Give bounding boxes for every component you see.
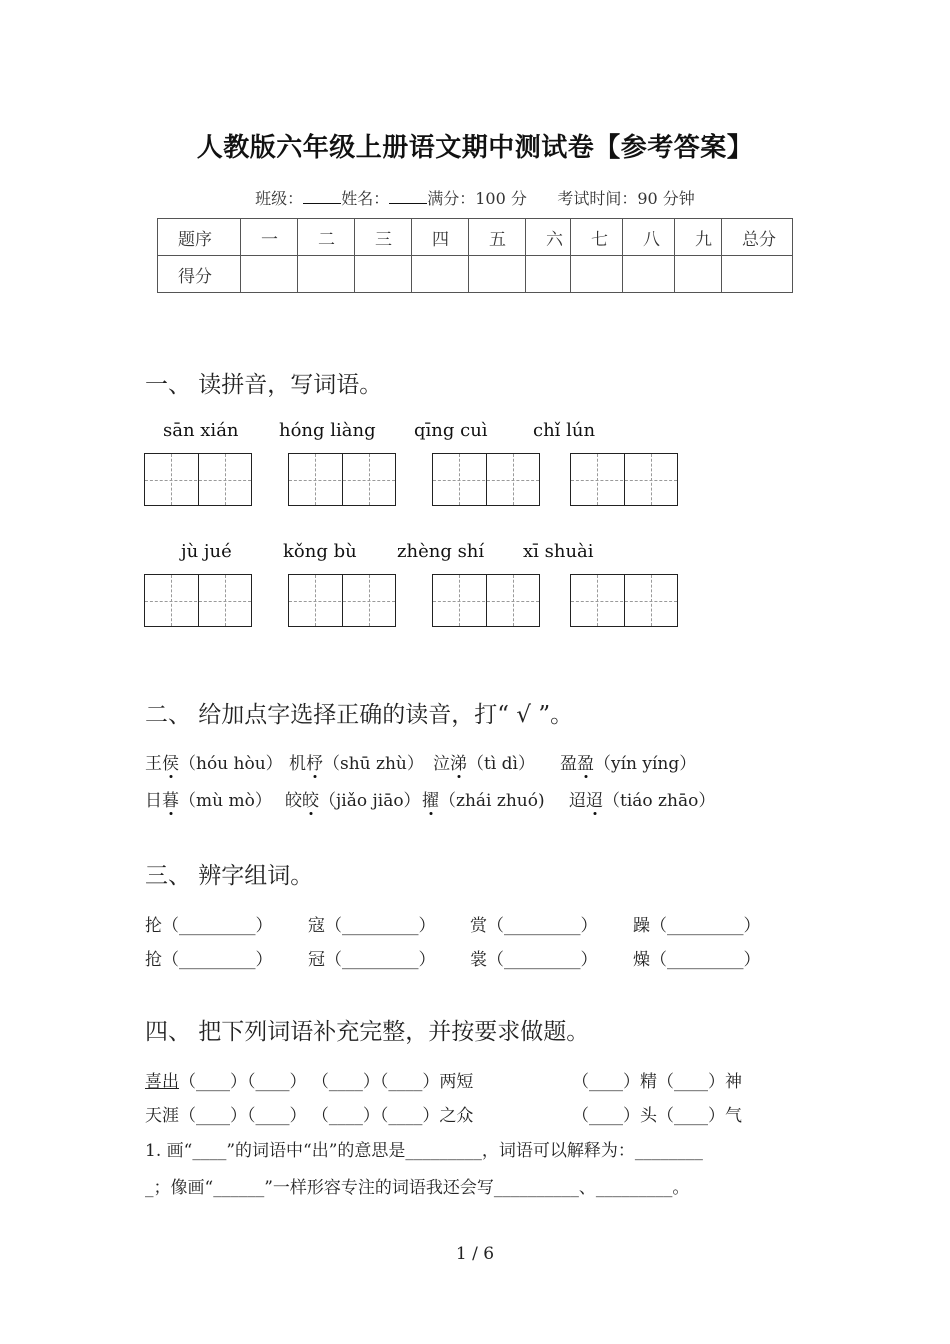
word-group-item[interactable]: 燥（_________） <box>633 950 761 970</box>
underlined-word: 喜出 <box>145 1072 179 1092</box>
idiom-row[interactable]: （____）头（____）气 <box>572 1106 742 1126</box>
score-cell[interactable] <box>623 256 675 293</box>
pinyin-label: qīng cuì <box>414 420 488 441</box>
section-2-heading: 二、 给加点字选择正确的读音，打“ √ ”。 <box>145 702 574 728</box>
word-group-item[interactable]: 抢（_________） <box>145 950 273 970</box>
name-blank[interactable] <box>389 189 427 204</box>
table-cell: 题序 <box>158 219 241 256</box>
word-group-item[interactable]: 躁（_________） <box>633 916 761 936</box>
idiom-row[interactable]: 天涯（____）（____） （____）（____）之众 <box>145 1106 474 1126</box>
class-label: 班级： <box>255 189 304 208</box>
pinyin-label: chǐ lún <box>533 420 596 441</box>
table-cell: 一 <box>241 219 298 256</box>
score-cell[interactable] <box>298 256 355 293</box>
table-cell: 六 <box>526 219 571 256</box>
score-cell[interactable] <box>412 256 469 293</box>
pronunciation-item: 日暮（mù mò） <box>145 786 272 811</box>
section-1-heading: 一、 读拼音，写词语。 <box>145 372 383 398</box>
full-score: 满分：100 分 <box>427 189 527 208</box>
table-cell: 总分 <box>722 219 793 256</box>
page-title: 人教版六年级上册语文期中测试卷【参考答案】 <box>196 133 754 163</box>
word-group-item[interactable]: 寇（_________） <box>308 916 436 936</box>
table-cell: 五 <box>469 219 526 256</box>
table-cell: 三 <box>355 219 412 256</box>
section-4-heading: 四、 把下列词语补充完整，并按要求做题。 <box>145 1019 590 1045</box>
class-blank[interactable] <box>303 189 341 204</box>
writing-grid[interactable] <box>570 574 678 627</box>
writing-grid[interactable] <box>432 574 540 627</box>
word-group-item[interactable]: 赏（_________） <box>470 916 598 936</box>
score-table <box>157 218 793 293</box>
score-cell[interactable] <box>241 256 298 293</box>
pronunciation-item: 迢迢（tiáo zhāo） <box>569 786 715 811</box>
writing-grid[interactable] <box>144 574 252 627</box>
table-cell: 得分 <box>158 256 241 293</box>
pinyin-label: zhèng shí <box>397 541 485 562</box>
word-group-item[interactable]: 抡（_________） <box>145 916 273 936</box>
idiom-row[interactable]: （____）精（____）神 <box>572 1072 742 1092</box>
score-table-header-row <box>158 219 793 256</box>
pronunciation-item: 盈盈（yín yíng） <box>560 749 696 774</box>
writing-grid[interactable] <box>570 453 678 506</box>
pronunciation-item: 皎皎（jiǎo jiāo） <box>285 786 421 811</box>
name-label: 姓名： <box>341 189 390 208</box>
score-cell[interactable] <box>571 256 623 293</box>
question-line[interactable]: 1. 画“____”的词语中“出”的意思是_________，词语可以解释为：________ <box>145 1141 703 1161</box>
table-cell: 七 <box>571 219 623 256</box>
page-number: 1 / 6 <box>455 1244 495 1264</box>
word-group-item[interactable]: 冠（_________） <box>308 950 436 970</box>
pronunciation-item: 泣涕（tì dì） <box>433 749 535 774</box>
table-cell: 二 <box>298 219 355 256</box>
pinyin-label: hóng liàng <box>279 420 376 441</box>
score-cell[interactable] <box>722 256 793 293</box>
writing-grid[interactable] <box>432 453 540 506</box>
writing-grid[interactable] <box>288 453 396 506</box>
pinyin-label: xī shuài <box>523 541 594 562</box>
word-group-item[interactable]: 裳（_________） <box>470 950 598 970</box>
score-table-score-row <box>158 256 793 293</box>
score-cell[interactable] <box>675 256 722 293</box>
pinyin-label: sān xián <box>163 420 239 441</box>
idiom-row[interactable]: 喜出（____）（____） （____）（____）两短 <box>145 1072 474 1092</box>
writing-grid[interactable] <box>144 453 252 506</box>
pinyin-label: jù jué <box>181 541 232 562</box>
score-cell[interactable] <box>469 256 526 293</box>
section-3-heading: 三、 辨字组词。 <box>145 863 314 889</box>
table-cell: 八 <box>623 219 675 256</box>
question-line[interactable]: _；像画“______”一样形容专注的词语我还会写__________、_________。 <box>145 1178 690 1198</box>
pronunciation-item: 擢（zhái zhuó) <box>422 786 545 811</box>
exam-time: 考试时间：90 分钟 <box>557 189 695 208</box>
score-cell[interactable] <box>526 256 571 293</box>
pronunciation-item: 王侯（hóu hòu） <box>145 749 283 774</box>
table-cell: 四 <box>412 219 469 256</box>
pronunciation-item: 机杼（shū zhù） <box>289 749 424 774</box>
exam-info <box>0 186 950 209</box>
score-cell[interactable] <box>355 256 412 293</box>
writing-grid[interactable] <box>288 574 396 627</box>
pinyin-label: kǒng bù <box>283 541 357 562</box>
table-cell: 九 <box>675 219 722 256</box>
